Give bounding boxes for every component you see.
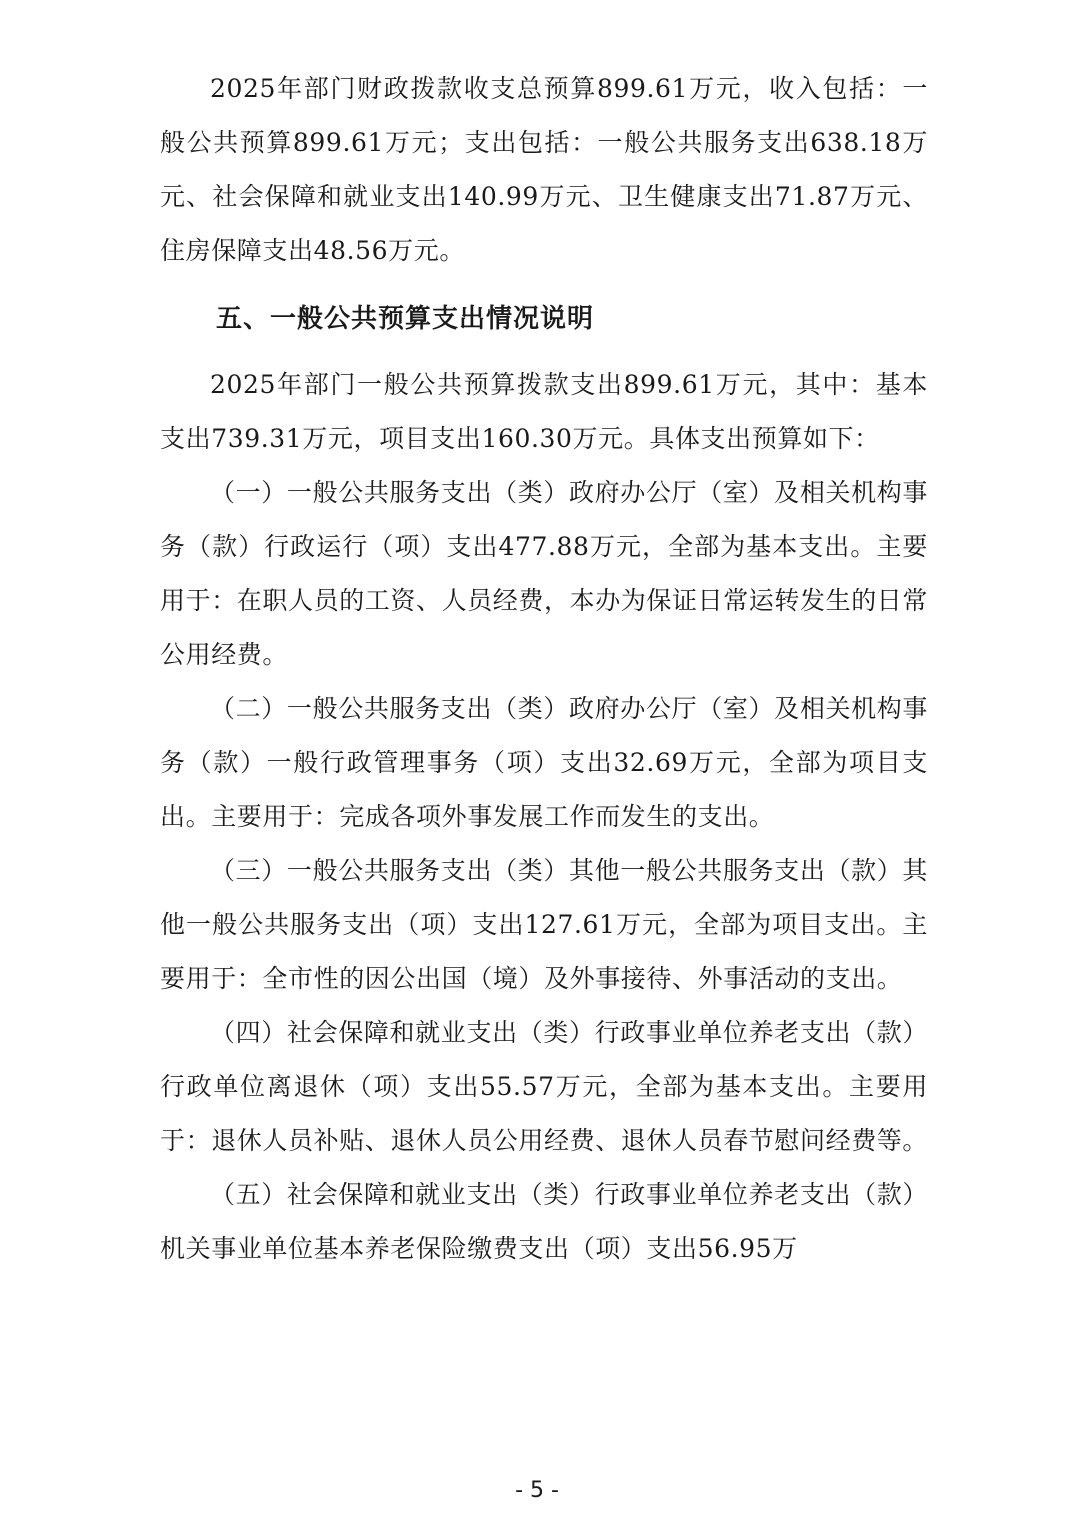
item-3-paragraph: （三）一般公共服务支出（类）其他一般公共服务支出（款）其他一般公共服务支出（项）支出127.61万元，全部为项目支出。主要用于：全市性的因公出国（境）及外事接待、外事活动的支出。 <box>160 856 928 993</box>
item-1-paragraph: （一）一般公共服务支出（类）政府办公厅（室）及相关机构事务（款）行政运行（项）支出477.88万元，全部为基本支出。主要用于：在职人员的工资、人员经费，本办为保证日常运转发生的日常公用经费。 <box>160 478 929 669</box>
document-page <box>160 62 928 1276</box>
expenditure-overview-paragraph: 2025年部门一般公共预算拨款支出899.61万元，其中：基本支出739.31万元，项目支出160.30万元。具体支出预算如下： <box>160 370 928 453</box>
item-4-paragraph: （四）社会保障和就业支出（类）行政事业单位养老支出（款）行政单位离退休（项）支出55.57万元，全部为基本支出。主要用于：退休人员补贴、退休人员公用经费、退休人员春节慰问经费等。 <box>160 1018 929 1155</box>
item-2-paragraph: （二）一般公共服务支出（类）政府办公厅（室）及相关机构事务（款）一般行政管理事务（项）支出32.69万元，全部为项目支出。主要用于：完成各项外事发展工作而发生的支出。 <box>160 694 928 831</box>
budget-summary-paragraph: 2025年部门财政拨款收支总预算899.61万元，收入包括：一般公共预算899.61万元；支出包括：一般公共服务支出638.18万元、社会保障和就业支出140.99万元、卫生健康支出71.87万元、住房保障支出48.56万元。 <box>160 74 928 265</box>
page-number: - 5 - <box>515 1478 559 1503</box>
section-heading: 五、一般公共预算支出情况说明 <box>216 304 595 334</box>
item-5-paragraph: （五）社会保障和就业支出（类）行政事业单位养老支出（款）机关事业单位基本养老保险缴费支出（项）支出56.95万 <box>160 1180 928 1263</box>
